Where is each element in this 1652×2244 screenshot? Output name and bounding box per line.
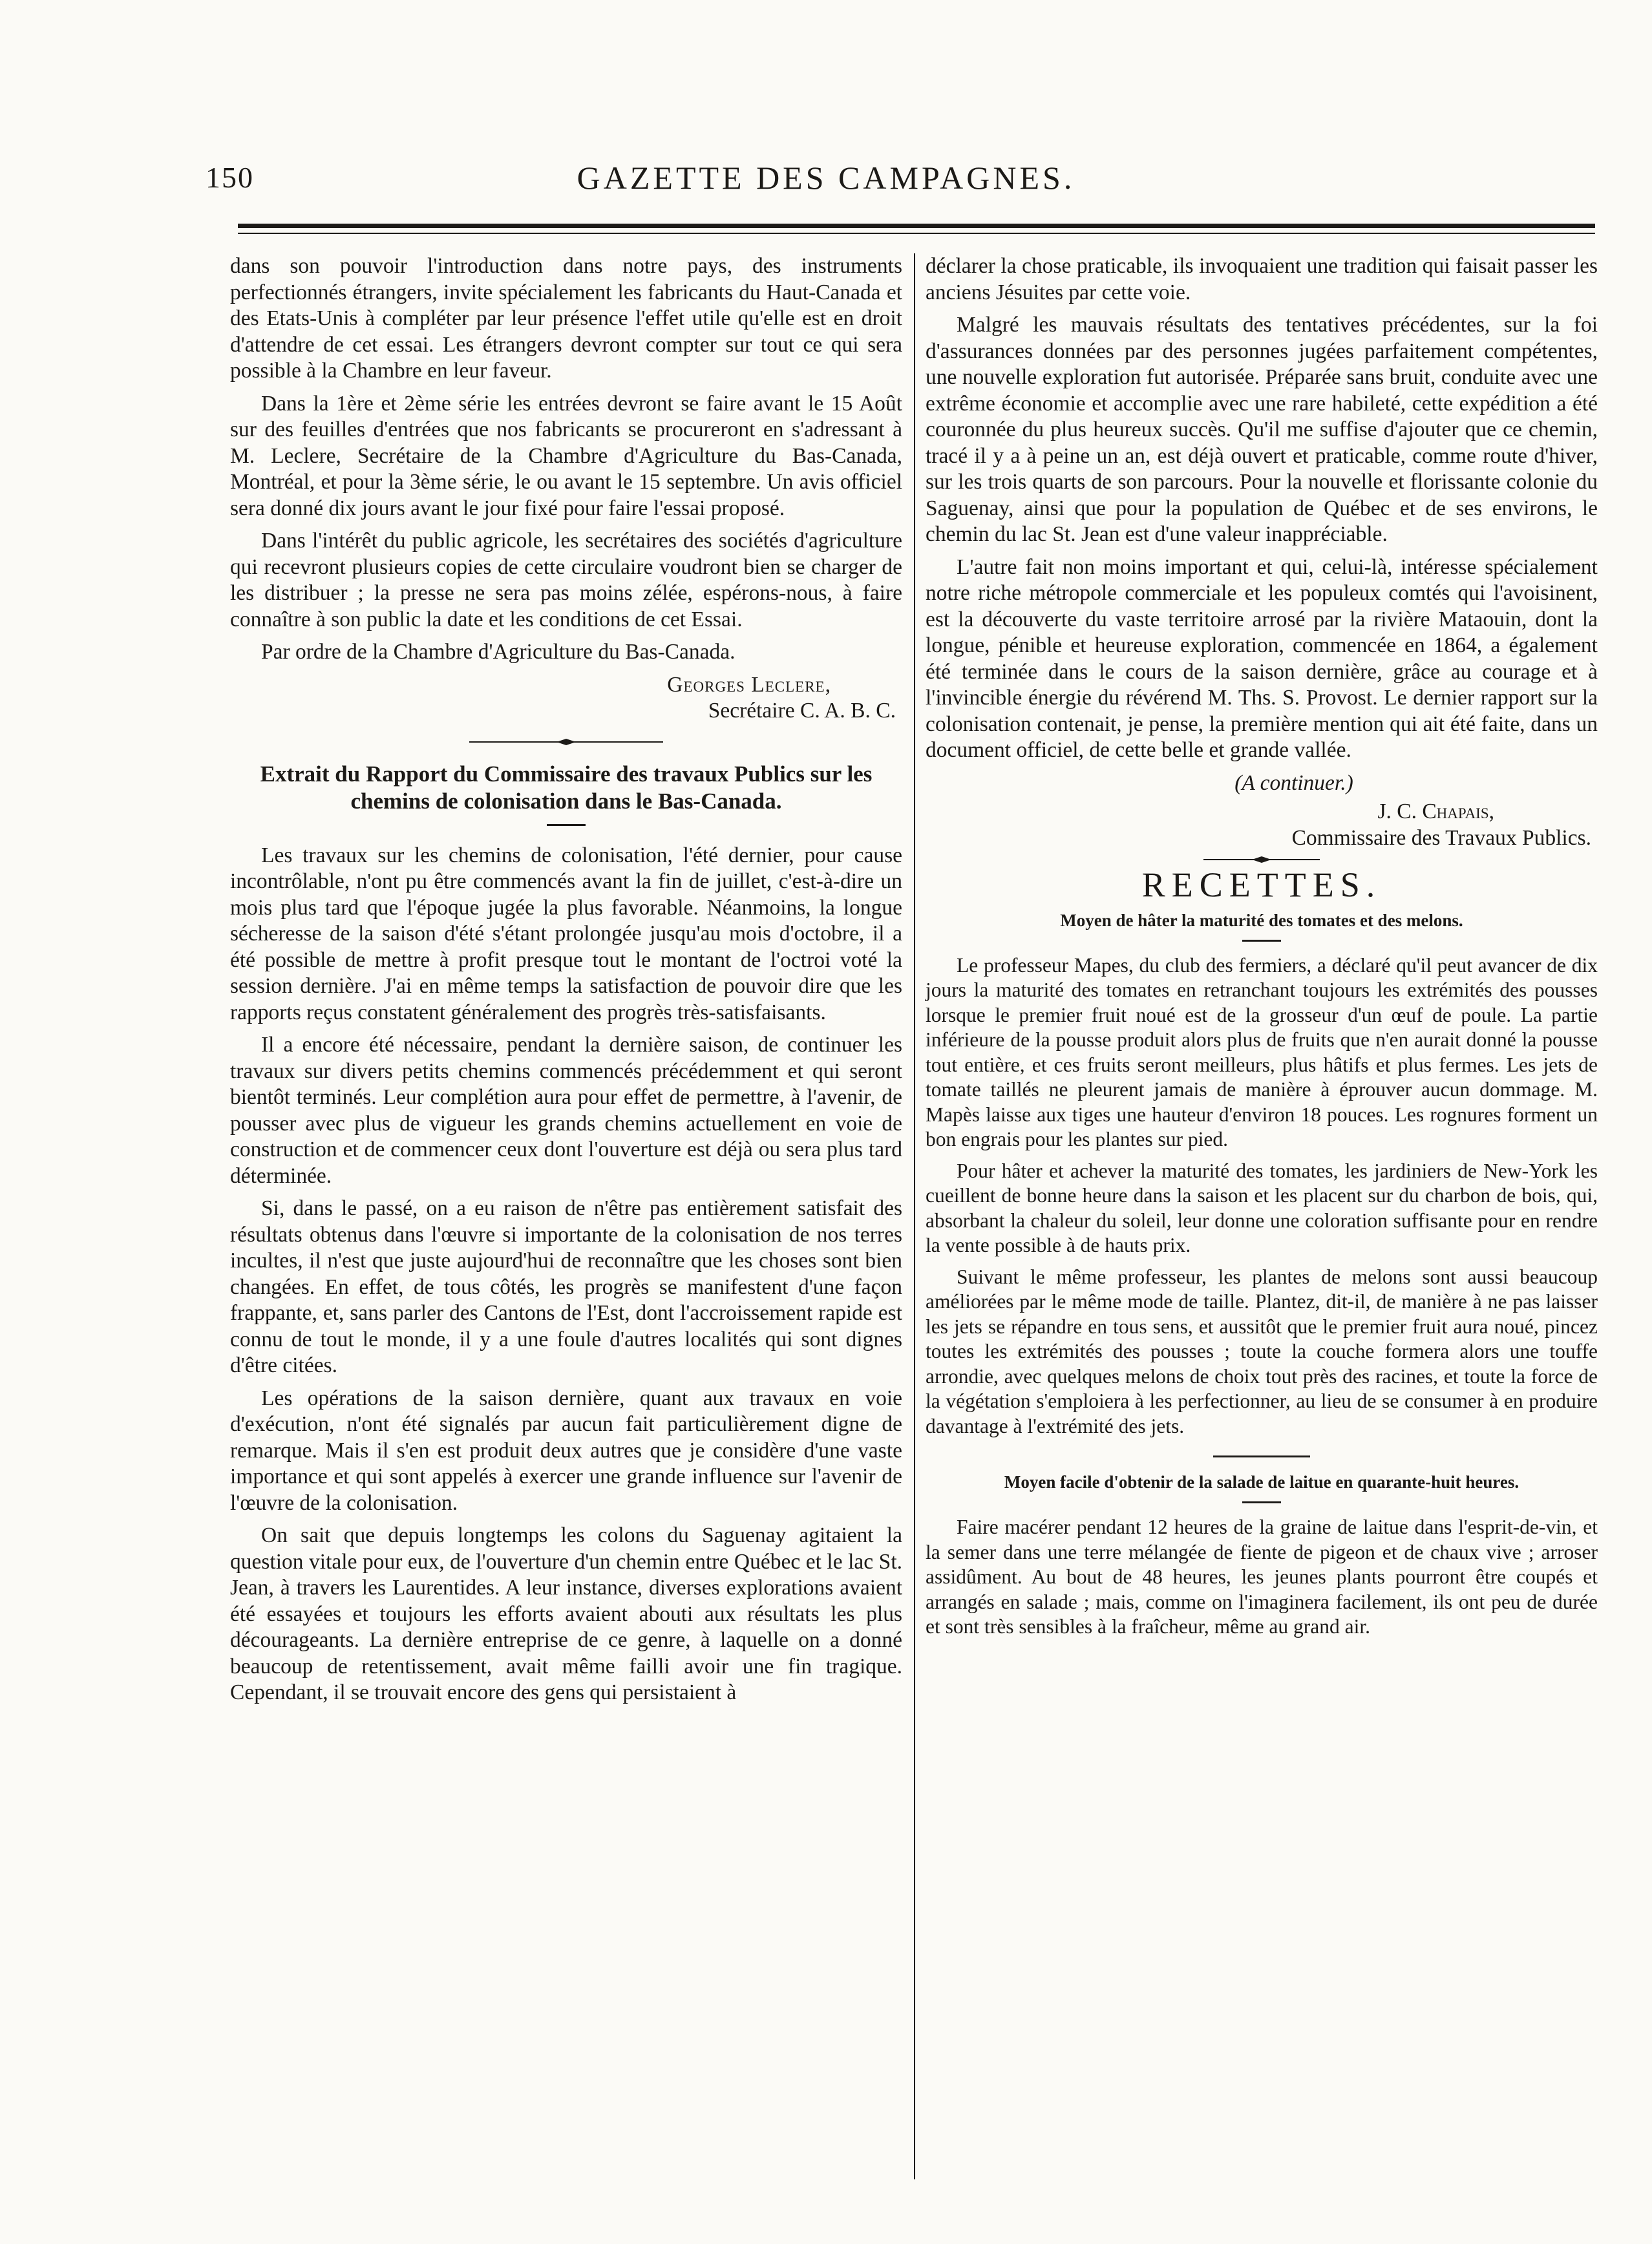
page-number: 150 bbox=[206, 161, 254, 194]
header-rule-thin bbox=[238, 233, 1595, 234]
signature-name: Georges Leclere, bbox=[667, 672, 831, 697]
paragraph: On sait que depuis longtemps les colons du Saguenay agitaient la question vitale pour eux, de l'ouverture d'un chemin entre Québec et le lac St. Jean, à travers les Laurentides. A leur instance, diverses explorations avaient été essayées et toujours les efforts avaient abouti aux résultats les plus décourageants. La dernière entreprise de ce genre, à laquelle on a donné beaucoup de retentissement, avait même failli avoir une fin tragique. Cependant, il se trouvait encore des gens qui persistaient à bbox=[230, 1523, 902, 1704]
running-head: GAZETTE DES CAMPAGNES. bbox=[577, 160, 1075, 196]
recipe-title: Moyen de hâter la maturité des tomates et des melons. bbox=[1060, 910, 1463, 930]
paragraph: Il a encore été nécessaire, pendant la dernière saison, de continuer les travaux sur divers petits chemins commencés précédemment et qui seront bientôt terminés. Leur complétion aura pour effet de permettre, à l'avenir, de pousser avec plus de vigueur les grands chemins actuellement en voie de construction et de commencer ceux dont l'ouverture est déjà ou sera plus tard déterminée. bbox=[230, 1033, 902, 1188]
paragraph: Le professeur Mapes, du club des fermiers, a déclaré qu'il peut avancer de dix jours la maturité des tomates en retranchant toujours les extrémités des pousses lorsque le premier fruit noué est de la grosseur d'un œuf de poule. La partie inférieure de la pousse produit alors plus de fruits que n'en aurait donné la pousse tout entière, et ces fruits seront meilleurs, plus hâtifs et plus fermes. Les jets de tomate taillés ne pleurent jamais de manière à éprouver aucun dommage. M. Mapès laisse aux tiges une hauteur d'environ 18 pouces. Les rognures forment un bon engrais pour les plantes sur pied. bbox=[926, 953, 1598, 1150]
signature-name: J. C. Chapais, bbox=[1377, 799, 1494, 823]
continuation-note: (A continuer.) bbox=[1234, 770, 1353, 795]
paragraph: Par ordre de la Chambre d'Agriculture du Bas-Canada. bbox=[261, 640, 736, 664]
paragraph: Suivant le même professeur, les plantes de melons sont aussi beaucoup améliorées par le même mode de taille. Plantez, dit-il, de manière à ne pas laisser les jets se répandre en tous sens, et aussitôt que le premier fruit aura noué, pincez toutes les extrémités des pousses ; toute la couche formera alors une touffe arrondie, avec quelques melons de choix tout près des racines, et toute la force de la végétation s'emploiera à les perfectionner, au lieu de se consumer à en produire davantage à l'extrémité des jets. bbox=[926, 1265, 1598, 1437]
right-column bbox=[926, 253, 1598, 1646]
column-divider bbox=[914, 253, 915, 2179]
paragraph: Malgré les mauvais résultats des tentatives précédentes, sur la foi d'assurances données par des personnes jugées parfaitement compétentes, une nouvelle exploration fut autorisée. Préparée sans bruit, conduite avec une extrême économie et accomplie avec une rare habileté, cette expédition a été couronnée du plus heureux succès. Qu'il me suffise d'ajouter que ce chemin, tracé il y a à peine un an, est déjà ouvert et praticable, comme route d'hiver, sur les trois quarts de son parcours. Pour la nouvelle et florissante colonie du Saguenay, ainsi que pour la population de Québec et de ses environs, le chemin du lac St. Jean est d'une valeur inappréciable. bbox=[926, 313, 1598, 546]
paragraph: dans son pouvoir l'introduction dans notre pays, des instruments perfectionnés étrangers, invite spécialement les fabricants du Haut-Canada et des Etats-Unis à compléter par leur présence l'effet utile qu'elle est en droit d'attendre de cet essai. Les étrangers devront compter sur tout ce qui sera possible à la Chambre en leur faveur. bbox=[230, 254, 902, 383]
paragraph: Pour hâter et achever la maturité des tomates, les jardiniers de New-York les cueillent de bonne heure dans la saison et les placent sur du charbon de bois, qui, absorbant la chaleur du soleil, leur donne une coloration suffisante pour en rendre la vente possible à de hauts prix. bbox=[926, 1159, 1598, 1256]
title-rule bbox=[1242, 1501, 1281, 1503]
signature-title: Secrétaire C. A. B. C. bbox=[708, 699, 896, 723]
signature-title: Commissaire des Travaux Publics. bbox=[1291, 825, 1591, 850]
section-rule bbox=[1213, 1455, 1310, 1457]
separator-ornament bbox=[469, 739, 663, 745]
left-column bbox=[230, 253, 902, 1713]
paragraph: Faire macérer pendant 12 heures de la graine de laitue dans l'esprit-de-vin, et la semer dans une terre mélangée de fiente de pigeon et de chaux vive ; arroser assidûment. Au bout de 48 heures, les jeunes plants pourront être coupés et arrangés en salade ; mais, comme on l'imaginera facilement, ils ont peu de durée et sont très sensibles à la fraîcheur, même au grand air. bbox=[926, 1516, 1598, 1638]
header-rule-thick bbox=[238, 224, 1595, 228]
paragraph: Les opérations de la saison dernière, quant aux travaux en voie d'exécution, n'ont été signalés par aucun fait particulièrement digne de remarque. Mais il s'en est produit deux autres que je considère d'une vaste importance et qui sont appelés à exercer une grande influence sur l'avenir de l'œuvre de la colonisation. bbox=[230, 1386, 902, 1515]
title-rule bbox=[547, 824, 586, 826]
paragraph: Dans l'intérêt du public agricole, les secrétaires des sociétés d'agriculture qui recevront plusieurs copies de cette circulaire voudront bien se charger de les distribuer ; la presse ne sera pas moins zélée, espérons-nous, à faire connaître à son public la date et les conditions de cet Essai. bbox=[230, 529, 902, 631]
paragraph: Les travaux sur les chemins de colonisation, l'été dernier, pour cause incontrôlable, n'ont pu être commencés avant la fin de juillet, c'est-à-dire un mois plus tard que l'époque jugée la plus favorable. Néanmoins, la longue sécheresse de la saison d'été s'étant prolongée jusqu'au mois d'octobre, il a été possible de mettre à profit presque tout le montant de l'octroi voté la session dernière. J'ai en même temps la satisfaction de pouvoir dire que les rapports reçus constatent généralement des progrès très-satisfaisants. bbox=[230, 843, 902, 1024]
separator-ornament bbox=[1165, 856, 1359, 863]
recipe-title: Moyen facile d'obtenir de la salade de laitue en quarante-huit heures. bbox=[1004, 1472, 1520, 1492]
paragraph: déclarer la chose praticable, ils invoquaient une tradition qui faisait passer les anciens Jésuites par cette voie. bbox=[926, 254, 1598, 304]
paragraph: L'autre fait non moins important et qui, celui-là, intéresse spécialement notre riche métropole commerciale et les populeux comtés qui l'avoisinent, est la découverte du vaste territoire arrosé par la rivière Mataouin, dont la longue, pénible et heureuse exploration, commencée en 1864, a également été terminée dans le cours de la saison dernière, grâce au courage et à l'invincible énergie du révérend M. Ths. S. Provost. Le dernier rapport sur la colonisation contenait, je pense, la première mention qui ait été faite, dans un document officiel, de cette belle et grande vallée. bbox=[926, 555, 1598, 762]
paragraph: Dans la 1ère et 2ème série les entrées devront se faire avant le 15 Août sur des feuilles d'entrées que nos fabricants se procureront en s'adressant à M. Leclere, Secrétaire de la Chambre d'Agriculture du Bas-Canada, Montréal, et pour la 3ème série, le ou avant le 15 septembre. Un avis officiel sera donné dix jours avant le jour fixé pour faire l'essai proposé. bbox=[230, 391, 902, 520]
recipe-body bbox=[926, 953, 1598, 1439]
paragraph: Si, dans le passé, on a eu raison de n'être pas entièrement satisfait des résultats obtenus dans l'œuvre si importante de la colonisation de nos terres incultes, il n'est que juste aujourd'hui de reconnaître que les choses sont bien changées. En effet, de tous côtés, les progrès se manifestent d'une façon frappante, et, sans parler des Cantons de l'Est, dont l'accroissement rapide est connu de tout le monde, il y a une foule d'autres localités qui sont dignes d'être citées. bbox=[230, 1196, 902, 1377]
article-title: Extrait du Rapport du Commissaire des travaux Publics sur les chemins de colonisation dans le Bas-Canada. bbox=[260, 761, 873, 814]
section-heading: RECETTES. bbox=[1141, 865, 1382, 904]
recipe-body bbox=[926, 1515, 1598, 1640]
title-rule bbox=[1242, 940, 1281, 942]
